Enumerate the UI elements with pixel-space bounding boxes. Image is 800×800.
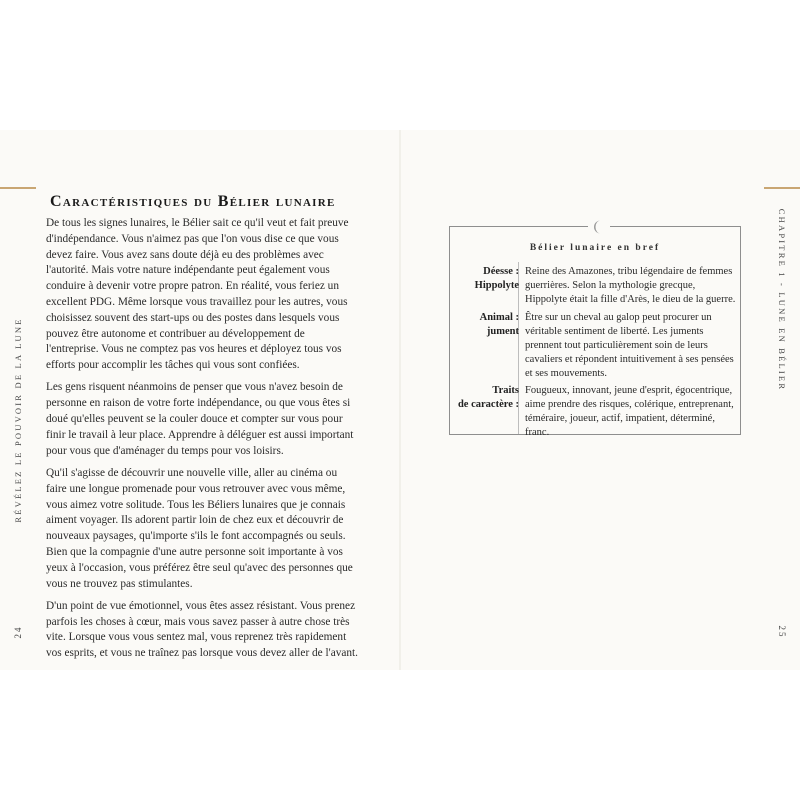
label-line: Hippolyte [474, 280, 519, 291]
label-line: jument [486, 326, 519, 337]
label-line: Animal : [479, 312, 519, 323]
sidebar-row-text: Fougueux, innovant, jeune d'esprit, égocentrique, aime prendre des risques, colérique, entreprenant, téméraire, joueur, actif, impatient, déterminé, franc. [525, 385, 734, 438]
paragraph: Les gens risquent néanmoins de penser que vous n'avez besoin de personne en raison de votre forte indépendance, ou que vous êtes si doué qu'elles peuvent se la couler douce et compter sur vous pour finir le travail à leur place. Apprendre à déléguer est aussi important pour vous que d'aménager du temps pour vos loisirs. [46, 381, 354, 457]
sidebar-row-label [453, 384, 519, 412]
book-gutter [399, 130, 401, 670]
running-head-left: RÉVÉLEZ LE POUVOIR DE LA LUNE [13, 317, 23, 523]
chapter-rule-right [764, 187, 800, 189]
label-line: Déesse : [483, 266, 519, 277]
section-title: Caractéristiques du Bélier lunaire [50, 193, 336, 210]
sidebar-row-label [453, 265, 519, 293]
paragraph: D'un point de vue émotionnel, vous êtes assez résistant. Vous prenez parfois les choses à cœur, mais vous savez passer à autre chose très vite. Lorsque vous vous sentez mal, vous reprenez très rapidement vos esprits, et vous ne traînez pas lorsque vous devez aller de l'avant. [46, 599, 358, 660]
running-head-right: CHAPITRE 1 - LUNE EN BÉLIER [777, 208, 787, 392]
crescent-moon-icon [588, 216, 610, 238]
label-line: de caractère : [457, 399, 519, 410]
sidebar-row-text: Être sur un cheval au galop peut procurer un véritable sentiment de liberté. Les juments prennent tout particulièrement soin de leurs cavaliers et répondent intuitivement à ses pensées et ses mouvements. [525, 312, 734, 379]
sidebar-title: Bélier lunaire en bref [529, 243, 661, 253]
paragraph: Qu'il s'agisse de découvrir une nouvelle ville, aller au cinéma ou faire une longue promenade pour vous retrouver avec vous même, vous aimez votre solitude. Tous les Béliers lunaires que je connais aiment voyager. Ils adorent partir loin de chez eux et découvrir de nouveaux paysages, qu'importe s'ils le font accompagnés ou seuls. Bien que la compagnie d'une autre personne soit importante à vos yeux à l'occasion, vous préférez être seul qu'avec des personnes que vous ne trouvez pas stimulantes. [46, 466, 353, 590]
page-number-left: 24 [13, 625, 23, 639]
sidebar-row-text: Reine des Amazones, tribu légendaire de femmes guerrières. Selon la mythologie grecque, Hippolyte était la fille d'Arès, le dieu de la guerre. [525, 266, 736, 305]
chapter-rule-left [0, 187, 36, 189]
label-line: Traits [492, 385, 519, 396]
body-text [46, 216, 358, 669]
sidebar-row-label [453, 311, 519, 339]
page-number-right: 25 [777, 625, 787, 639]
paragraph: De tous les signes lunaires, le Bélier sait ce qu'il veut et fait preuve d'indépendance. Vous n'aimez pas que l'on vous dise ce que vous devez faire. Vous avez sans doute déjà eu des problèmes avec l'autorité. Mais votre nature indépendante peut également vous conduire à devenir votre propre patron. En réalité, vous feriez un excellent PDG. Même lorsque vous travaillez pour les autres, vous choisissez souvent des start-ups ou des postes dans lesquels vous pouvez être autonome et contribuer au développement de l'entreprise. Vous ne comptez pas vos heures et déployez tous vos efforts pour accomplir les tâches qui vous sont confiées. [46, 217, 349, 372]
